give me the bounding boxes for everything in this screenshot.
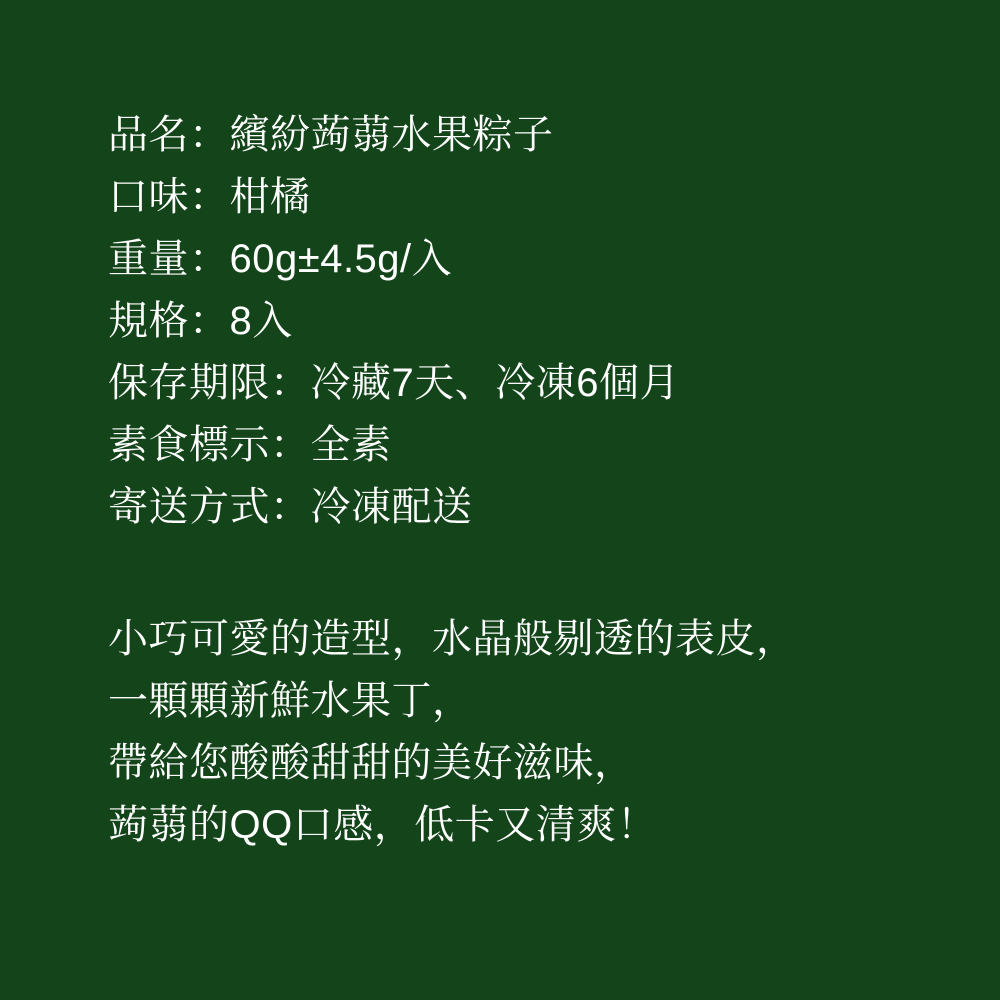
spec-label: 規格：	[108, 299, 230, 343]
product-spec-list	[108, 104, 940, 538]
description-line: 小巧可愛的造型，水晶般剔透的表皮，	[108, 617, 797, 661]
spec-value: 冷藏7天、冷凍6個月	[310, 361, 680, 405]
spec-row-shipping	[108, 476, 940, 538]
spec-value: 柑橘	[229, 175, 311, 219]
spec-label: 品名：	[108, 113, 230, 157]
spec-label: 口味：	[108, 175, 230, 219]
spec-row-flavor	[108, 166, 940, 228]
spec-row-weight	[108, 228, 940, 290]
description-line: 帶給您酸酸甜甜的美好滋味，	[108, 741, 635, 785]
spec-value: 全素	[310, 423, 392, 467]
spec-value: 冷凍配送	[310, 485, 473, 529]
spec-value: 繽紛蒟蒻水果粽子	[229, 113, 554, 157]
spec-row-shelf-life	[108, 352, 940, 414]
spec-row-vegetarian	[108, 414, 940, 476]
spec-label: 保存期限：	[108, 361, 311, 405]
spec-row-product-name	[108, 104, 940, 166]
description-line: 一顆顆新鮮水果丁，	[108, 679, 473, 723]
spec-value: 60g±4.5g/入	[229, 237, 453, 281]
description-line: 蒟蒻的QQ口感，低卡又清爽！	[108, 803, 658, 847]
spec-label: 重量：	[108, 237, 230, 281]
card-content	[108, 104, 940, 856]
spec-label: 寄送方式：	[108, 485, 311, 529]
spec-value: 8入	[229, 299, 293, 343]
spec-label: 素食標示：	[108, 423, 311, 467]
spec-row-quantity	[108, 290, 940, 352]
product-description	[108, 608, 940, 856]
